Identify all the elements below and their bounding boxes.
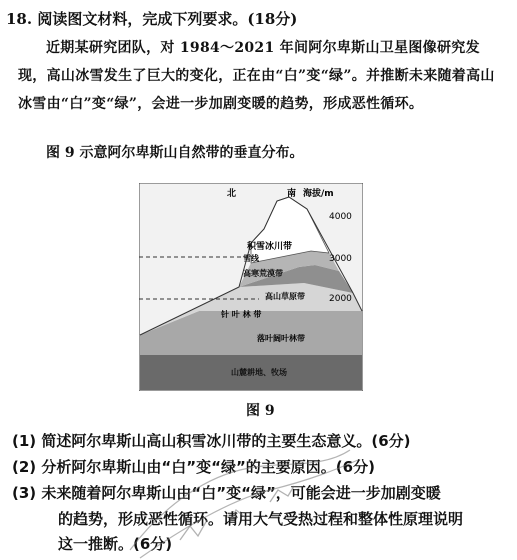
zone-mixed-label: 落叶阔叶林带 (257, 334, 305, 343)
subquestion-1: (1) 简述阿尔卑斯山高山积雪冰川带的主要生态意义。(6分) (12, 432, 411, 450)
zone-desert-label: 高寒荒漠带 (243, 269, 283, 278)
zone-meadow-label: 高山草原带 (265, 292, 305, 301)
vertical-zonation-diagram (139, 183, 363, 391)
tick-3000: 3000 (329, 254, 352, 264)
tick-4000: 4000 (329, 212, 352, 222)
question-header: 18. 阅读图文材料，完成下列要求。(18分) (6, 10, 298, 28)
mountain-figure (139, 183, 363, 395)
subquestion-3-cont-2: 这一推断。(6分) (58, 535, 173, 553)
south-label: 南 (287, 189, 297, 199)
subquestion-3-cont-1: 的趋势，形成恶性循环。请用大气受热过程和整体性原理说明 (58, 510, 464, 528)
figure-caption: 图 9 (246, 403, 275, 419)
zone-conifer-label: 针 叶 林 带 (221, 310, 262, 319)
elevation-label: 海拔/m (303, 189, 334, 199)
north-label: 北 (227, 189, 237, 199)
zone-snow-label: 积雪冰川带 (247, 242, 293, 252)
question-paragraph: 近期某研究团队，对 1984～2021 年间阿尔卑斯山卫星图像研究发现，高山冰雪发生了巨大的变化，正在由“白”变“绿”。并推断未来随着高山冰雪由“白”变“绿”，会进一步加剧变暖的趋势，形成恶性循环。 (18, 40, 495, 112)
subquestion-3: (3) 未来随着阿尔卑斯山由“白”变“绿”，可能会进一步加剧变暖 (12, 484, 441, 502)
subquestion-2: (2) 分析阿尔卑斯山由“白”变“绿”的主要原因。(6分) (12, 458, 375, 476)
figure-intro: 图 9 示意阿尔卑斯山自然带的垂直分布。 (46, 145, 304, 161)
tick-2000: 2000 (329, 294, 352, 304)
zone-base-label: 山麓耕地、牧场 (231, 368, 287, 377)
snowline-label: 雪线 (243, 254, 259, 263)
